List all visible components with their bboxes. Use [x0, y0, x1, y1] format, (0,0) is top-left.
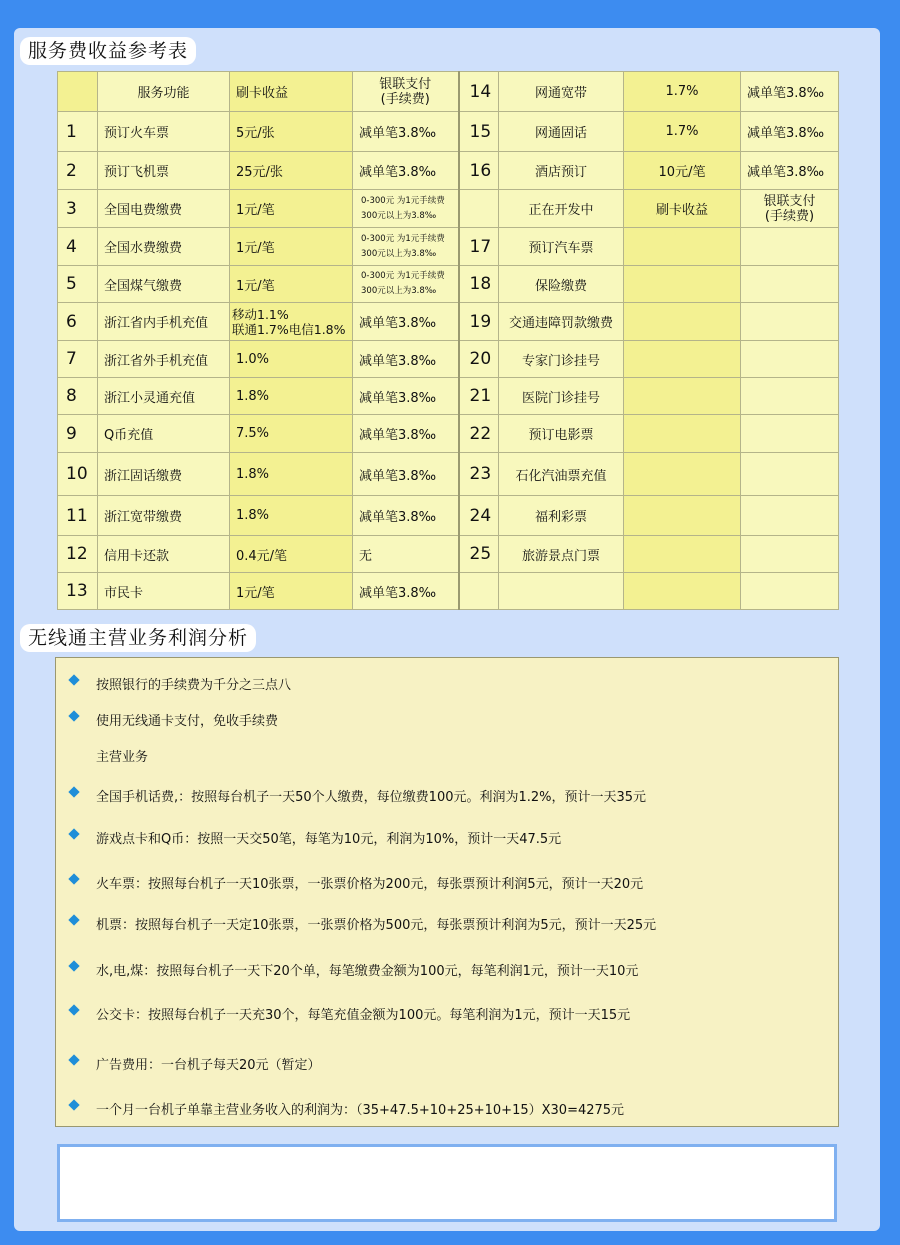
unionpay-fee: 减单笔3.8‰: [353, 303, 459, 341]
unionpay-fee: 减单笔3.8‰: [353, 453, 459, 496]
diamond-bullet-icon: [68, 873, 79, 884]
row-number: 15: [459, 112, 499, 152]
service-name: 预订汽车票: [499, 228, 624, 266]
unionpay-fee: [353, 190, 459, 228]
unionpay-fee: [741, 266, 839, 303]
analysis-item: [96, 960, 638, 979]
analysis-text: 公交卡：按照每台机子一天充30个，每笔充值金额为100元。每笔利润为1元，预计一天15元: [96, 1008, 631, 1023]
diamond-bullet-icon: [68, 1099, 79, 1110]
unionpay-fee-line2: 300元以上为3.8‰: [361, 210, 437, 221]
table-row: [58, 415, 839, 453]
diamond-bullet-icon: [68, 960, 79, 971]
service-name: 预订电影票: [499, 415, 624, 453]
card-income: 1元/笔: [230, 266, 353, 303]
analysis-item: [96, 674, 291, 693]
service-name: 旅游景点门票: [499, 536, 624, 573]
header-unionpay-line2: (手续费): [380, 91, 430, 107]
unionpay-fee-line1: 0-300元 为1元手续费: [361, 195, 445, 206]
analysis-text: 一个月一台机子单靠主营业务收入的利润为：（35+47.5+10+25+10+15）X30=4275元: [96, 1103, 625, 1118]
row-number: 19: [459, 303, 499, 341]
row-number: 8: [58, 378, 98, 415]
analysis-item: [96, 786, 646, 805]
card-income: [624, 496, 741, 536]
unionpay-fee: 减单笔3.8‰: [353, 378, 459, 415]
unionpay-fee-line2: 300元以上为3.8‰: [361, 286, 437, 296]
card-income-line1: 移动1.1%: [232, 306, 289, 322]
service-name: 酒店预订: [499, 152, 624, 190]
row-number: 24: [459, 496, 499, 536]
service-name: 市民卡: [98, 573, 230, 610]
table-row: [58, 341, 839, 378]
card-income: [624, 378, 741, 415]
unionpay-fee: [353, 266, 459, 303]
diamond-bullet-icon: [68, 710, 79, 721]
analysis-text: 机票：按照每台机子一天定10张票，一张票价格为500元，每张票预计利润为5元，预计一天25元: [96, 918, 657, 933]
card-income: 1元/笔: [230, 573, 353, 610]
unionpay-fee: 减单笔3.8‰: [741, 152, 839, 190]
analysis-title: 无线通主营业务利润分析: [20, 624, 256, 652]
fee-table: [57, 71, 839, 610]
table-row: [58, 303, 839, 341]
service-name: 全国水费缴费: [98, 228, 230, 266]
analysis-text: 按照银行的手续费为千分之三点八: [96, 678, 292, 693]
row-number: 9: [58, 415, 98, 453]
header-card-income: 刷卡收益: [230, 72, 353, 112]
unionpay-fee: [741, 303, 839, 341]
card-income: 1.8%: [230, 496, 353, 536]
service-name: 石化汽油票充值: [499, 453, 624, 496]
row-number: 20: [459, 341, 499, 378]
unionpay-fee: 减单笔3.8‰: [353, 112, 459, 152]
row-number: 13: [58, 573, 98, 610]
service-name: 信用卡还款: [98, 536, 230, 573]
row-number: [58, 72, 98, 112]
card-income: 25元/张: [230, 152, 353, 190]
analysis-text: 火车票：按照每台机子一天10张票，一张票价格为200元，每张票预计利润5元，预计一天20元: [96, 877, 644, 892]
header-unionpay: [353, 72, 459, 112]
unionpay-fee: [741, 415, 839, 453]
analysis-item: [96, 828, 561, 847]
service-name: 网通宽带: [499, 72, 624, 112]
service-name: 网通固话: [499, 112, 624, 152]
table-row: [58, 573, 839, 610]
diamond-bullet-icon: [68, 786, 79, 797]
service-name: 交通违障罚款缴费: [499, 303, 624, 341]
service-name: 浙江宽带缴费: [98, 496, 230, 536]
analysis-item: [96, 1054, 321, 1073]
card-income: 1.7%: [624, 72, 741, 112]
service-name: 全国煤气缴费: [98, 266, 230, 303]
service-name: 专家门诊挂号: [499, 341, 624, 378]
unionpay-fee: 减单笔3.8‰: [353, 496, 459, 536]
analysis-text: 使用无线通卡支付，免收手续费: [96, 714, 279, 729]
diamond-bullet-icon: [68, 828, 79, 839]
service-name: 正在开发中: [499, 190, 624, 228]
diamond-bullet-icon: [68, 674, 79, 685]
card-income: [624, 536, 741, 573]
row-number: [459, 573, 499, 610]
analysis-text: 全国手机话费,：按照每台机子一天50个人缴费，每位缴费100元。利润为1.2%，预计一天35元: [96, 790, 647, 805]
unionpay-fee: 减单笔3.8‰: [741, 112, 839, 152]
row-number: 1: [58, 112, 98, 152]
unionpay-fee-line1: 0-300元 为1元手续费: [361, 271, 445, 281]
analysis-text: 游戏点卡和Q币：按照一天交50笔，每笔为10元，利润为10%，预计一天47.5元: [96, 832, 562, 847]
card-income: 7.5%: [230, 415, 353, 453]
row-number: 6: [58, 303, 98, 341]
unionpay-fee: 减单笔3.8‰: [353, 415, 459, 453]
card-income: 10元/笔: [624, 152, 741, 190]
card-income: 1.8%: [230, 453, 353, 496]
service-name: 预订火车票: [98, 112, 230, 152]
unionpay-fee-line2: 300元以上为3.8‰: [361, 248, 437, 259]
row-number: 7: [58, 341, 98, 378]
service-name: 浙江小灵通充值: [98, 378, 230, 415]
header-function: 服务功能: [98, 72, 230, 112]
table-row: [58, 453, 839, 496]
row-number: 12: [58, 536, 98, 573]
unionpay-fee-line1: 银联支付: [763, 193, 816, 209]
analysis-text: 主营业务: [96, 750, 149, 765]
analysis-item: [96, 1004, 630, 1023]
row-number: 4: [58, 228, 98, 266]
blank-box: [57, 1144, 837, 1222]
analysis-item: [96, 914, 656, 933]
analysis-item: [96, 873, 643, 892]
row-number: 18: [459, 266, 499, 303]
row-number: 14: [459, 72, 499, 112]
unionpay-fee: [741, 573, 839, 610]
card-income: 1.0%: [230, 341, 353, 378]
table-row: [58, 378, 839, 415]
analysis-text: 广告费用：一台机子每天20元（暂定）: [96, 1058, 321, 1073]
table-row: [58, 152, 839, 190]
unionpay-fee: [741, 496, 839, 536]
card-income: 1元/笔: [230, 190, 353, 228]
service-name: 浙江固话缴费: [98, 453, 230, 496]
unionpay-fee-line1: 0-300元 为1元手续费: [361, 233, 445, 244]
diamond-bullet-icon: [68, 1054, 79, 1065]
unionpay-fee: 减单笔3.8‰: [353, 573, 459, 610]
card-income: 1.8%: [230, 378, 353, 415]
row-number: 21: [459, 378, 499, 415]
service-name: 浙江省内手机充值: [98, 303, 230, 341]
analysis-item: [96, 1099, 624, 1118]
table-row: [58, 228, 839, 266]
analysis-box: [55, 657, 839, 1127]
unionpay-fee: [353, 228, 459, 266]
table-row: [58, 536, 839, 573]
fee-table-title: 服务费收益参考表: [20, 37, 196, 65]
unionpay-fee: 无: [353, 536, 459, 573]
unionpay-fee: 减单笔3.8‰: [741, 72, 839, 112]
analysis-text: 水,电,煤：按照每台机子一天下20个单，每笔缴费金额为100元，每笔利润1元，预计一天10元: [96, 964, 639, 979]
row-number: 2: [58, 152, 98, 190]
service-name: 保险缴费: [499, 266, 624, 303]
card-income: 0.4元/笔: [230, 536, 353, 573]
unionpay-fee: [741, 378, 839, 415]
analysis-item: [96, 710, 278, 729]
row-number: 3: [58, 190, 98, 228]
service-name: Q币充值: [98, 415, 230, 453]
table-row: [58, 190, 839, 228]
card-income: [624, 341, 741, 378]
service-name: 浙江省外手机充值: [98, 341, 230, 378]
service-name: 全国电费缴费: [98, 190, 230, 228]
table-row: [58, 72, 839, 112]
unionpay-fee: [741, 536, 839, 573]
row-number: 16: [459, 152, 499, 190]
unionpay-fee: [741, 190, 839, 228]
service-name: 医院门诊挂号: [499, 378, 624, 415]
card-income: [624, 228, 741, 266]
card-income: [624, 266, 741, 303]
card-income: [624, 573, 741, 610]
unionpay-fee: [741, 341, 839, 378]
card-income: [624, 415, 741, 453]
row-number: 11: [58, 496, 98, 536]
unionpay-fee: [741, 228, 839, 266]
row-number: 22: [459, 415, 499, 453]
row-number: 25: [459, 536, 499, 573]
card-income: [624, 453, 741, 496]
card-income: [624, 303, 741, 341]
unionpay-fee: [741, 453, 839, 496]
card-income-line2: 联通1.7%电信1.8%: [232, 321, 346, 337]
table-row: [58, 266, 839, 303]
card-income: 5元/张: [230, 112, 353, 152]
unionpay-fee-line2: (手续费): [764, 208, 815, 224]
card-income: [230, 303, 353, 341]
row-number: 17: [459, 228, 499, 266]
diamond-bullet-icon: [68, 914, 79, 925]
card-income: 刷卡收益: [624, 190, 741, 228]
card-income: 1.7%: [624, 112, 741, 152]
analysis-item: [96, 746, 148, 765]
row-number: 23: [459, 453, 499, 496]
table-row: [58, 496, 839, 536]
table-row: [58, 112, 839, 152]
unionpay-fee: 减单笔3.8‰: [353, 152, 459, 190]
row-number: [459, 190, 499, 228]
service-name: [499, 573, 624, 610]
diamond-bullet-icon: [68, 1004, 79, 1015]
header-unionpay-line1: 银联支付: [379, 76, 432, 92]
card-income: 1元/笔: [230, 228, 353, 266]
row-number: 5: [58, 266, 98, 303]
unionpay-fee: 减单笔3.8‰: [353, 341, 459, 378]
service-name: 福利彩票: [499, 496, 624, 536]
service-name: 预订飞机票: [98, 152, 230, 190]
row-number: 10: [58, 453, 98, 496]
